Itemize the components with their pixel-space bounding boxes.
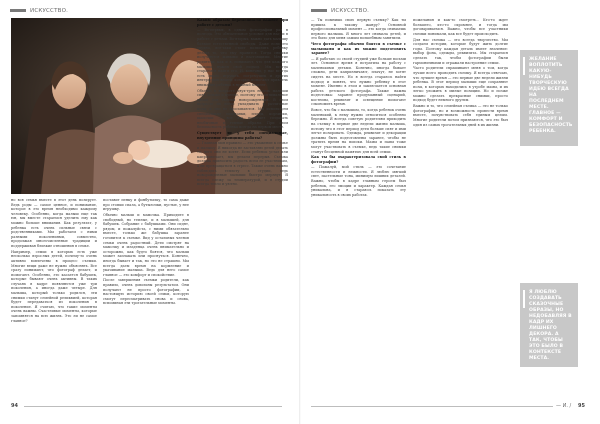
paragraph: Важно и то, что семейная съемка — это не только фотографии, но и возможность провести время вместе, почувствовать себя единым целым. Многие родители потом признаются, что это был один из самых трогательных дней в их жизни. <box>413 104 508 127</box>
right-section-text: ИСКУССТВО. <box>331 8 370 14</box>
pull-quote-top <box>520 50 578 146</box>
paragraph: Например, семьи в которых есть уже несколько взрослых детей, почему-то очень активно вовлечены в процесс съемки. Многие вещи даже не нужно объяснять. Все сразу понимают, что фотограф делает, и помогают. Особенно, это касается бабушек, которые бывают очень активны. В таких случаях в кадре появляются уже три поколения, а иногда даже четыре. Для малыша, который только родился, эти снимки станут семейной реликвией, которая будет передаваться из поколения в поколение. Я считаю, что такие моменты очень важны. Счастливые моменты, которые запомнятся на всю жизнь. Это ли не самое главное? <box>11 249 97 323</box>
paragraph: — Я работаю со своей студией уже больше восьми лет. Основное время я потратила на работу с маленькими детьми. Конечно, иногда бывает сложно, дети капризничают, плачут, не хотят сидеть на месте. Но я всегда стараюсь найти подход и понять, что нужно ребенку в этот момент. Именно в этом и заключается основная работа детского фотографа. Также важна подготовка: заранее продуманный сценарий, костюмы, реквизит и освещение помогают сэкономить время. <box>311 56 406 107</box>
left-page-column-2 <box>103 198 189 398</box>
paragraph: После завершения съемки родители, как правило, очень довольны результатом. Они получают не просто фотографии, а настоящую историю своей семьи, которую смогут пересматривать снова и снова, вспоминая эти трогательные моменты. <box>103 278 189 306</box>
question-heading: Как ты бы охарактеризовала свой стиль в фотографии? <box>311 155 406 164</box>
paragraph: — Ты помнишь свою первую съемку? Как ты пришла к такому жанру? Основной профессиональный момент — это когда снимаешь первого малыша. Я много лет снимала детей, и это было для меня самым волшебным занятием. <box>311 18 406 41</box>
paragraph: — Пожалуй, мой стиль — это сочетание естественности и нежности. Я люблю мягкий свет, пастельные тона, минимум лишних деталей. Важно, чтобы в кадре главным героем был ребенок, его эмоции и характер. Каждая семья уникальна, и я стараюсь показать эту уникальность в своих работах. <box>311 165 406 197</box>
paragraph: поставит пенку и фонбутылку, то сама даже про стопки спала, а бутылочки, пустые, у нее игрушку. <box>103 198 189 212</box>
left-page-column-1 <box>11 198 97 398</box>
paragraph: пожелания и как-то смотреть... Кто-то ждет большего, кто-то скромнее, и тогда мы договариваемся. Важно, чтобы все участники съемки понимали, как все будет происходить. <box>413 18 508 36</box>
question-heading: Существует ли у тебя специальные, внутренние принципы работы? <box>197 131 288 140</box>
section-bar-icon <box>311 9 327 12</box>
left-section-text: ИСКУССТВО. <box>30 8 69 14</box>
pull-quote-text: ЖЕЛАНИЕ ВОПЛОТИТЬ КАКУЮ-НИБУДЬ ТВОРЧЕСКУЮ ИДЕЮ ВСЕГДА НА ПОСЛЕДНЕМ МЕСТЕ. ГЛАВНОЕ — КОМФОРТ И БЕЗОПАСНОСТЬ РЕБЕНКА. <box>529 57 573 134</box>
left-section-label <box>10 8 68 14</box>
paragraph: Вовсе, что бы с малышом, то, когда ребенок очень маленький, к нему нужно относиться особенно бережно. Я всегда советую родителям приходить на съемку в первые две недели жизни малыша, потому что в этот период дети больше спят и ими легче позировать. Одежда, реквизит и декорации должны быть подготовлены заранее, чтобы не тратить время на поиски. Мамы и папы тоже могут участвовать в съемке, ведь такие снимки станут бесценной памятью для всей семьи. <box>311 108 406 154</box>
left-page-number: 94 <box>11 403 18 409</box>
pull-quote-text: Я ЛЮБЛЮ СОЗДАВАТЬ СКАЗОЧНЫЕ ОБРАЗЫ, НО НЕДОБАВЛЯЯ В КАДР ИХ ЛИШНЕГО ДЕКОРА. А ТАК, ЧТОБЫ ЭТО БЫЛО В КОНТЕКСТЕ МЕСТА. <box>529 290 572 361</box>
right-page-number: 95 <box>578 403 585 409</box>
right-folio-mark: — И. / <box>556 403 572 409</box>
quote-bar-icon <box>523 57 525 75</box>
paragraph: Обычно в возрасте двух-трех недель малыши спят дольше и крепче, поэтому это оптимальное время для съемки новорожденных. В этом возрасте их легко укладывать в различные позы, и они не просыпаются. Мы используем специальные подставки, пледы, корзинки, шапочки — все это помогает создавать необычные и теплые образы. При этом безопасность ребенка всегда на первом месте. <box>197 88 288 130</box>
paragraph: — Главная моя правило — это уважение к семье и малышу. Я никогда не заставляю детей делать то, чего они не хотят. Если ребенок устал или капризничает, мы делаем перерыв. Съемка должна приносить радость всем ее участникам, а не превращаться в стресс. Также очень важно соблюдать теплоту в студии, ведь новорожденные малыши быстро мерзнут. Я всегда слежу за температурой, и в студии всегда тепло и уютно. <box>197 141 288 187</box>
left-page-column-3 <box>197 18 288 398</box>
section-bar-icon <box>10 9 26 12</box>
right-page-column-2 <box>413 18 508 398</box>
paragraph: — Во-первых, в одном фотографии раз в полгода. Это обязательное условие для нас, и в работе с детьми. Во-вторых, важно дать малышу больше естественной свободы. Даже если это трудно, все-таки стоит позволить ребенку делать то, что ему нравится. Тогда снимки получаются живыми и настоящими. Многие родители, как и я, понимают, что для каждого малыша нужен свой подход. Мы всегда стараемся найти его. И, конечно, у нас всегда есть много игрушек, погремушек и других интересных вещей, которые помогают привлечь внимание ребенка в нужный момент. <box>197 27 288 87</box>
question-heading: Каким образом беременности важнее при работе с детьми? <box>197 18 288 27</box>
paragraph: но вся семья вместе в этот день позирует. Ведь роды — самое ценное, и понимание, которое в это время необходимо каждому человеку. Особенно, когда малыш еще так юн, мы вместе стараемся уделить ему как можно больше внимания. Как результат, у ребенка есть очень сильные связи с родственниками. Мы работаем с ними разными поколениями, совместно, продолжая многочисленные традиции и поддерживая близкие отношения в семье. <box>11 198 97 248</box>
footer-rule-left <box>24 406 282 407</box>
right-page-column-1 <box>311 18 406 398</box>
paragraph: Часто родители спрашивают меня о том, когда лучше всего проводить съемку. Я всегда отвечаю, что лучшее время — это первые две недели жизни ребенка. В этот период малыши еще сохраняют позы, в которых находились в утробе мамы, и их легко уложить в милые позиции. Но и позже можно сделать прекрасные снимки, просто подход будет немного другим. <box>413 66 508 103</box>
page-fold <box>299 0 301 424</box>
right-section-label <box>311 8 369 14</box>
pull-quote-bottom <box>520 283 578 367</box>
quote-bar-icon <box>523 290 525 308</box>
question-heading: Чего фотографы обычно боятся в съемке с малышами и как их можно подготовить заранее? <box>311 42 406 56</box>
paragraph: Обычно малыш и мамочка. Приходите в свободный, но теплые, и в малышей, для бабушек. Собрание с бабушками. Они сидят, рядом, и пожалуйста, с ними обязательно вместе, только же бабушка заранее готовится к съемке. Вид у остальных членов семьи очень радостный. Дети смотрят на мамочку и младенца очень внимательно и осторожно, как будто боятся, что малыш может заплакать или проснуться. Конечно, иногда бывает и так, но это не страшно. Мы всегда даем время на кормление и укачивание малыша. Ведь для него самое главное — это комфорт и спокойствие. <box>103 212 189 277</box>
paragraph: Для нас съемка — это всегда творчество. Мы создаем истории, которые будут жить долгие годы. Поэтому каждая деталь имеет значение: выбор фона, одежды, реквизита. Мы стараемся сделать так, чтобы фотографии были гармоничными и отражали настроение семьи. <box>413 37 508 65</box>
footer-rule-right <box>311 406 553 407</box>
